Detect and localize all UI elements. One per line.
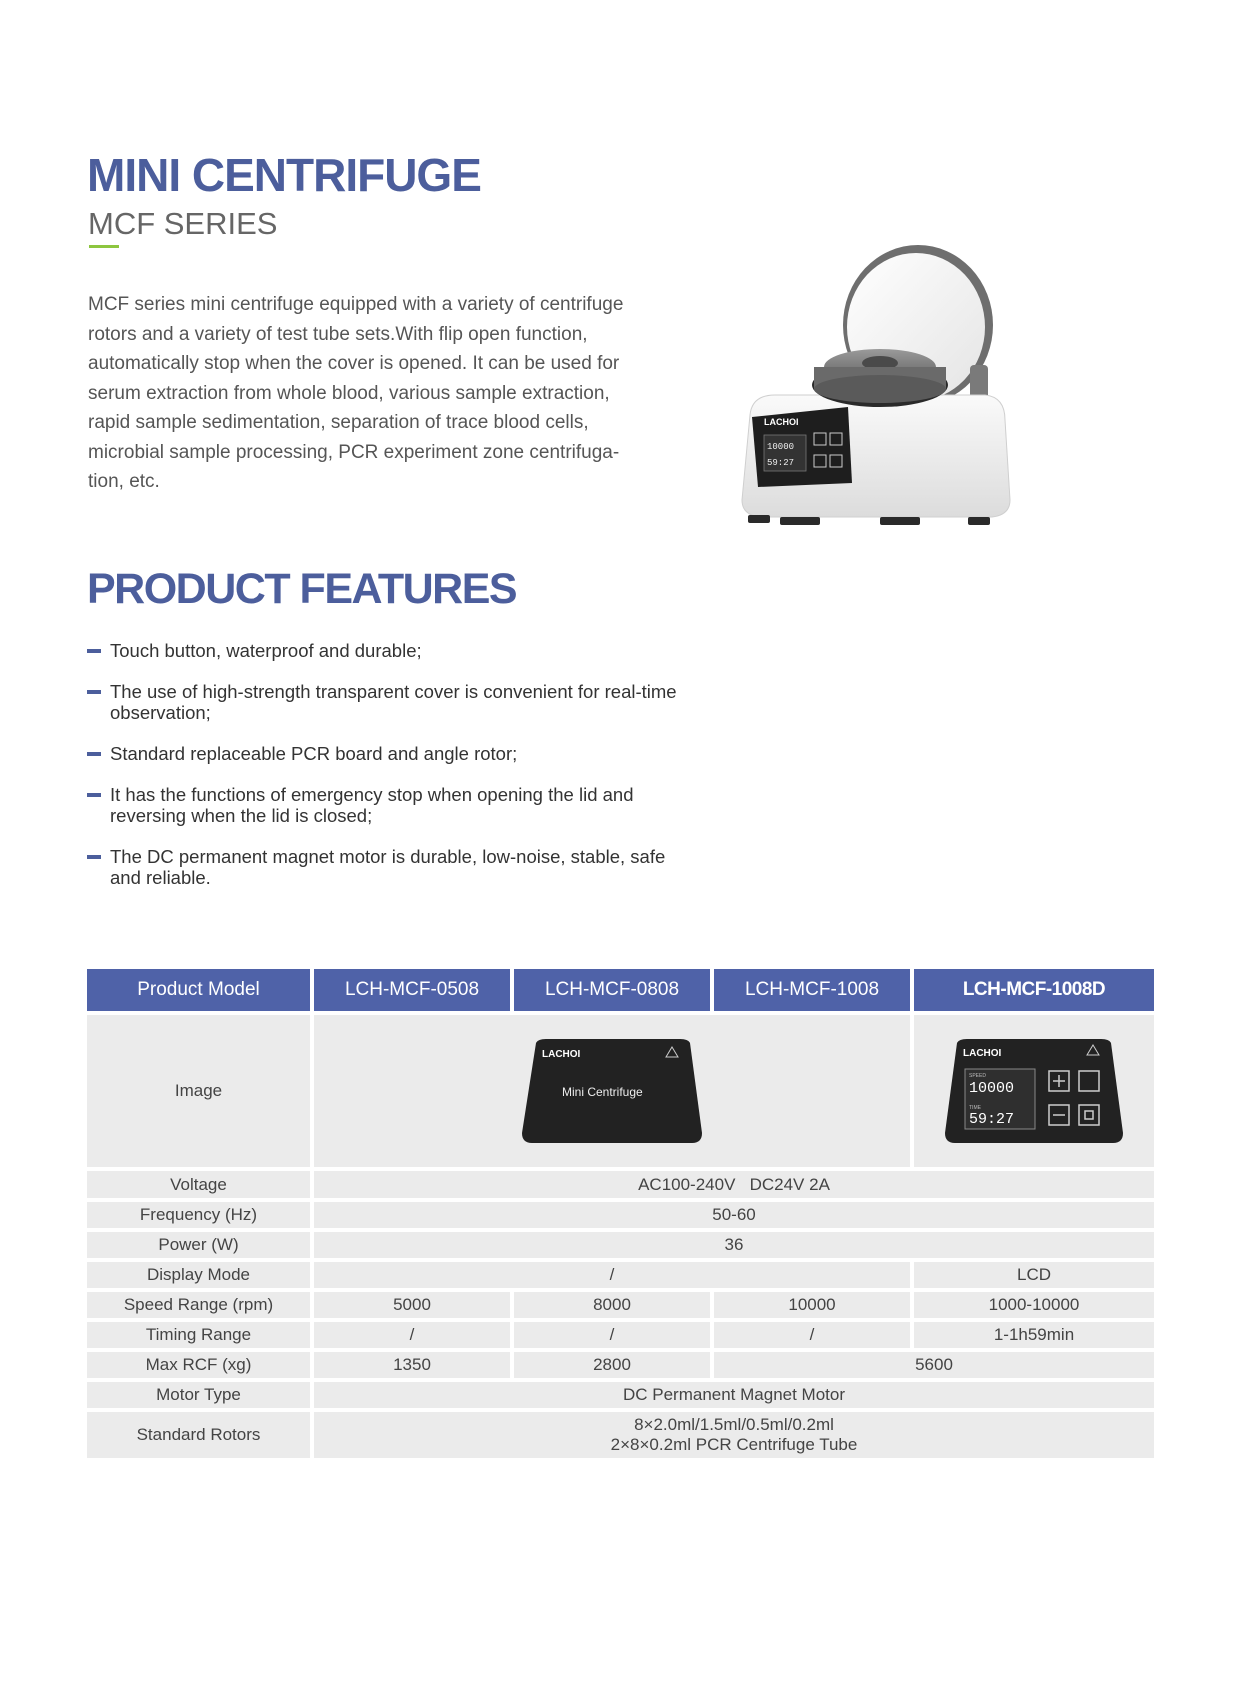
frequency-value: 50-60 (314, 1202, 1154, 1228)
svg-text:SPEED: SPEED (969, 1073, 986, 1079)
header-model-0508: LCH-MCF-0508 (314, 969, 510, 1011)
header-model-1008: LCH-MCF-1008 (714, 969, 910, 1011)
header-model-1008d: LCH-MCF-1008D (914, 969, 1154, 1011)
svg-text:Mini Centrifuge: Mini Centrifuge (562, 1085, 643, 1099)
accent-line (89, 245, 119, 248)
header-model-0808: LCH-MCF-0808 (514, 969, 710, 1011)
header-product-model: Product Model (87, 969, 310, 1011)
bullet-dash (87, 752, 101, 756)
feature-item: The DC permanent magnet motor is durable, low-noise, stable, safe and reliable. (87, 846, 687, 888)
row-label-motor-type: Motor Type (87, 1382, 310, 1408)
svg-text:LACHOI: LACHOI (542, 1049, 581, 1060)
row-label-max-rcf: Max RCF (xg) (87, 1352, 310, 1378)
timing-1008: / (714, 1322, 910, 1348)
speed-0808: 8000 (514, 1292, 710, 1318)
series-subtitle: MCF SERIES (88, 206, 278, 241)
feature-item: The use of high-strength transparent cover is convenient for real-time observation; (87, 681, 687, 723)
speed-0508: 5000 (314, 1292, 510, 1318)
bullet-dash (87, 649, 101, 653)
bullet-dash (87, 793, 101, 797)
svg-text:10000: 10000 (969, 1080, 1015, 1097)
row-label-power: Power (W) (87, 1232, 310, 1258)
rotors-line-1: 8×2.0ml/1.5ml/0.5ml/0.2ml (634, 1415, 834, 1434)
speed-1008: 10000 (714, 1292, 910, 1318)
product-time: 59:27 (767, 458, 795, 468)
feature-item: It has the functions of emergency stop when opening the lid and reversing when the lid is closed; (87, 784, 687, 826)
rcf-0808: 2800 (514, 1352, 710, 1378)
power-value: 36 (314, 1232, 1154, 1258)
row-label-timing-range: Timing Range (87, 1322, 310, 1348)
features-title: PRODUCT FEATURES (87, 565, 517, 613)
image-cell-basic (314, 1015, 910, 1167)
svg-text:LACHOI: LACHOI (963, 1048, 1002, 1059)
timing-0808: / (514, 1322, 710, 1348)
product-speed: 10000 (767, 442, 795, 452)
features-list (87, 640, 687, 908)
row-label-voltage: Voltage (87, 1171, 310, 1198)
page-title: MINI CENTRIFUGE (87, 149, 481, 201)
row-label-speed-range: Speed Range (rpm) (87, 1292, 310, 1318)
svg-text:TIME: TIME (969, 1105, 981, 1111)
display-mode-basic: / (314, 1262, 910, 1288)
image-cell-lcd (914, 1015, 1154, 1167)
timing-1008d: 1-1h59min (914, 1322, 1154, 1348)
lcd-control-panel-image (945, 1039, 1123, 1143)
display-mode-lcd: LCD (914, 1262, 1154, 1288)
product-brand: LACHOI (764, 417, 799, 427)
basic-control-panel-image (522, 1039, 702, 1143)
row-label-frequency: Frequency (Hz) (87, 1202, 310, 1228)
voltage-value: AC100-240V DC24V 2A (314, 1171, 1154, 1198)
feature-item: Standard replaceable PCR board and angle rotor; (87, 743, 687, 764)
rotors-line-2: 2×8×0.2ml PCR Centrifuge Tube (610, 1435, 858, 1454)
bullet-dash (87, 855, 101, 859)
bullet-dash (87, 690, 101, 694)
speed-1008d: 1000-10000 (914, 1292, 1154, 1318)
row-label-image: Image (87, 1015, 310, 1167)
row-label-display-mode: Display Mode (87, 1262, 310, 1288)
row-label-standard-rotors: Standard Rotors (87, 1412, 310, 1458)
rcf-1008-1008d: 5600 (714, 1352, 1154, 1378)
svg-text:59:27: 59:27 (969, 1111, 1015, 1128)
timing-0508: / (314, 1322, 510, 1348)
standard-rotors-value (314, 1412, 1154, 1458)
intro-paragraph: MCF series mini centrifuge equipped with a variety of centrifuge rotors and a variety of test tube sets.With flip open function, automatically stop when the cover is opened. It can be used for serum extraction from whole blood, various sample extraction, rapid sample sedimentation, separation of trace blood cells, microbial sample processing, PCR experiment zone centrifuga-tion, etc. (88, 294, 624, 492)
centrifuge-product-image (730, 245, 1060, 565)
motor-type-value: DC Permanent Magnet Motor (314, 1382, 1154, 1408)
rcf-0508: 1350 (314, 1352, 510, 1378)
feature-item: Touch button, waterproof and durable; (87, 640, 687, 661)
